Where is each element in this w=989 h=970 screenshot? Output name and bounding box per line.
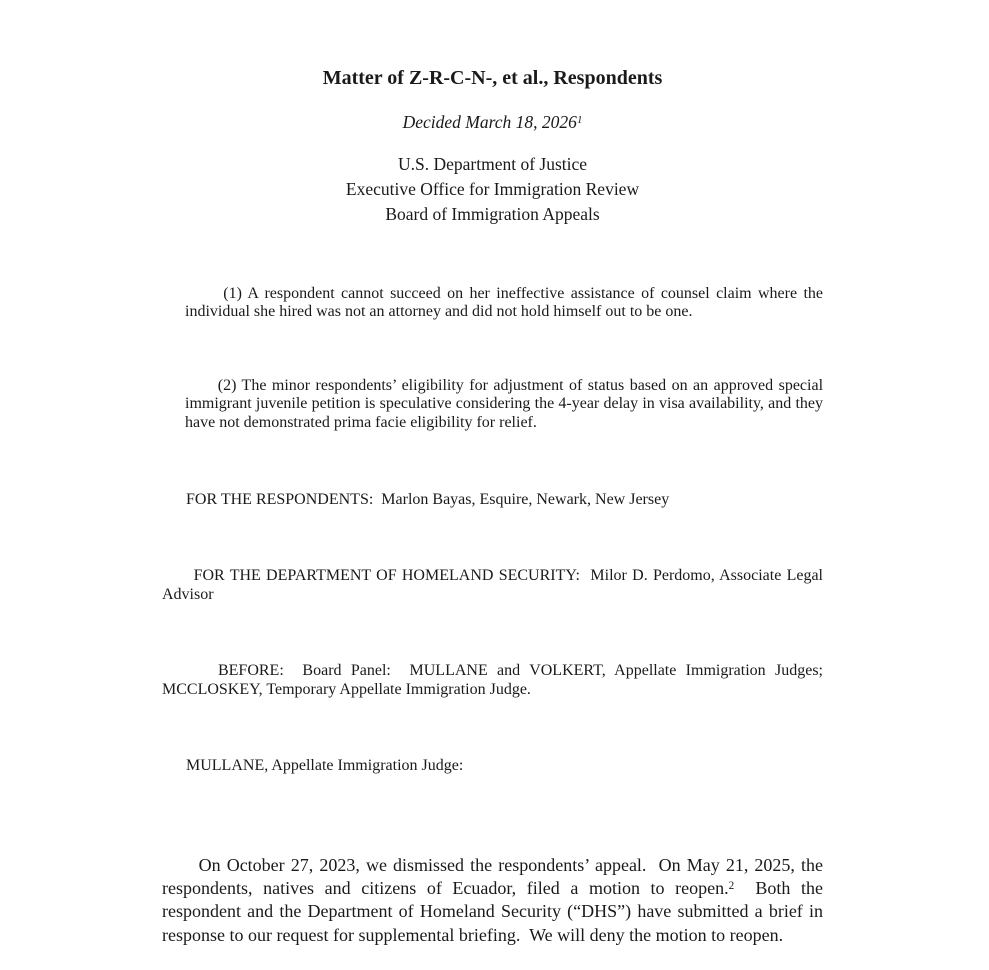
agency-line-bia: Board of Immigration Appeals — [162, 202, 823, 227]
case-title-text: Matter of Z-R-C-N-, et al., Respondents — [323, 67, 663, 89]
decided-line — [162, 112, 823, 133]
footnote-ref-2: 2 — [729, 880, 735, 892]
appearance-dhs-text: FOR THE DEPARTMENT OF HOMELAND SECURITY: Milor D. Perdomo, Associate Legal Advisor — [162, 567, 826, 604]
agency-line-eoir: Executive Office for Immigration Review — [162, 177, 823, 202]
headnote-1 — [162, 266, 823, 340]
appearance-respondents-text: FOR THE RESPONDENTS: Marlon Bayas, Esquire, Newark, New Jersey — [186, 491, 669, 508]
decision-document — [162, 66, 823, 970]
appearance-respondents — [162, 471, 823, 530]
appearance-dhs — [162, 546, 823, 624]
decided-date: Decided March 18, 2026 — [403, 112, 577, 132]
panel-line — [162, 641, 823, 719]
author-line — [162, 736, 823, 795]
headnote-2-number: (2) — [218, 377, 237, 394]
case-title — [162, 66, 823, 90]
headnote-2 — [162, 358, 823, 451]
agency-block — [162, 152, 823, 227]
opinion-part2: Both the respondent and the Department of Homeland Security (“DHS”) have submitted a brief in response to our request for supplemental briefing. We will deny the motion to reopen. — [162, 878, 828, 945]
opinion-part1: On October 27, 2023, we dismissed the respondents’ appeal. On May 21, 2025, the respondents, natives and citizens of Ecuador, filed a motion to reopen. — [162, 855, 828, 898]
opinion-paragraph — [162, 831, 823, 970]
headnote-1-number: (1) — [223, 285, 242, 302]
footnote-ref-1: 1 — [577, 114, 582, 126]
author-line-text: MULLANE, Appellate Immigration Judge: — [186, 757, 463, 774]
agency-line-doj: U.S. Department of Justice — [162, 152, 823, 177]
headnote-1-text: A respondent cannot succeed on her ineffective assistance of counsel claim where the individual she hired was not an attorney and did not hold himself out to be one. — [185, 285, 827, 321]
panel-line-text: BEFORE: Board Panel: MULLANE and VOLKERT, Appellate Immigration Judges; MCCLOSKEY, Temporary Appellate Immigration Judge. — [162, 662, 827, 699]
headnote-2-text: The minor respondents’ eligibility for adjustment of status based on an approved special immigrant juvenile petition is speculative considering the 4-year delay in visa availability, and they have not demonstrated prima facie eligibility for relief. — [185, 377, 827, 431]
